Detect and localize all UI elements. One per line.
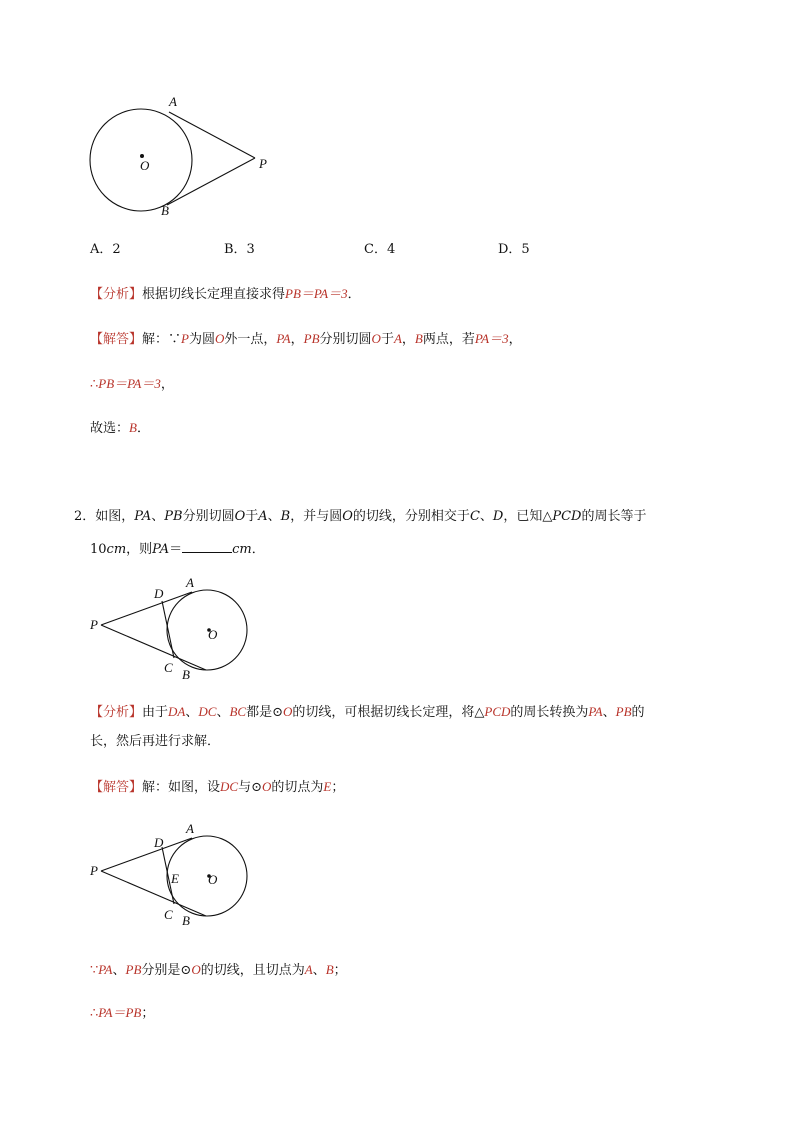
text: 由于: [142, 705, 169, 720]
text: 的周长等于: [581, 509, 647, 524]
label-p: P: [90, 617, 98, 632]
text: 与⊙: [238, 780, 262, 795]
figure-2: [88, 575, 258, 685]
math-pcd: PCD: [484, 704, 511, 719]
q2-number: 2．如图，: [74, 509, 135, 524]
label-a: A: [186, 575, 194, 590]
label-p: P: [90, 863, 98, 878]
text: 分别切圆: [182, 509, 235, 524]
figure-1: [85, 92, 285, 222]
math-dc: DC: [220, 779, 239, 794]
analysis-math: PB＝PA＝3: [285, 286, 348, 301]
math-o: O: [342, 509, 353, 524]
analysis-tag: 【分析】: [90, 287, 143, 302]
text: 于: [380, 332, 394, 347]
therefore-symbol: ∴: [90, 377, 99, 392]
because-symbol: ∵: [90, 963, 99, 978]
analysis-tag: 【分析】: [90, 705, 143, 720]
math-o: O: [215, 331, 225, 346]
math-a: A: [304, 962, 313, 977]
result-math: PB＝PA＝3: [98, 376, 161, 391]
tangent-pa: [169, 112, 255, 158]
choice-letter: B: [129, 420, 137, 435]
math-a: A: [258, 509, 268, 524]
tangent-pb: [101, 625, 206, 670]
text: 、: [216, 705, 230, 720]
math-pa: PA: [98, 962, 113, 977]
option-d: D．5: [498, 242, 530, 257]
text: 外一点，: [224, 332, 277, 347]
tangent-pb: [101, 871, 206, 916]
therefore-symbol: ∴: [90, 1006, 99, 1021]
label-o: O: [208, 627, 218, 642]
option-a: A．2: [90, 242, 121, 257]
text: ．: [251, 542, 265, 557]
q2-question-line2: [90, 540, 265, 559]
text: 的周长转换为: [510, 705, 589, 720]
text: 的切线，且切点为: [200, 963, 305, 978]
text: 、: [267, 509, 281, 524]
figure-3: [88, 820, 258, 930]
q1-answer: [90, 330, 522, 349]
q2-step2: [90, 1004, 154, 1023]
text: ，已知△: [503, 509, 553, 524]
text: 为圆: [188, 332, 215, 347]
math-b: B: [325, 962, 334, 977]
analysis-end: ．: [347, 287, 361, 302]
label-c: C: [164, 660, 173, 675]
text: 10: [90, 542, 107, 557]
q1-analysis: [90, 285, 361, 304]
text: ；: [333, 963, 347, 978]
text: ，: [290, 332, 304, 347]
math-c: C: [469, 509, 480, 524]
math-a: A: [393, 331, 402, 346]
math-pcd: PCD: [552, 509, 582, 524]
label-b: B: [182, 913, 190, 928]
q1-result: [90, 375, 174, 394]
text: 、: [185, 705, 199, 720]
text: 两点，若: [422, 332, 475, 347]
math-b: B: [280, 509, 291, 524]
text: 、: [602, 705, 616, 720]
text: 解：如图，设: [142, 780, 221, 795]
label-a: A: [186, 821, 194, 836]
choose-label: 故选：: [90, 421, 130, 436]
q2-step1: [90, 961, 347, 980]
math-o: O: [371, 331, 381, 346]
text: 分别是⊙: [141, 963, 192, 978]
q2-analysis-line1: [90, 703, 645, 722]
label-d: D: [154, 586, 164, 601]
answer-blank: [182, 540, 232, 553]
label-b: B: [161, 203, 169, 218]
math-pa: PA: [588, 704, 603, 719]
text: ，: [160, 377, 174, 392]
tangent-pb: [167, 158, 255, 205]
math-e: E: [323, 779, 332, 794]
math-pa-3: PA＝3: [474, 331, 509, 346]
option-c: C．4: [364, 242, 396, 257]
text: ；: [331, 780, 345, 795]
math-pb: PB: [615, 704, 632, 719]
text: ．: [136, 421, 150, 436]
math-p: P: [181, 331, 189, 346]
math-pa: PA: [134, 509, 152, 524]
math-da: DA: [168, 704, 186, 719]
q2-analysis-line2: 长，然后再进行求解．: [90, 734, 221, 749]
tangent-pa: [101, 838, 192, 871]
math-bc: BC: [229, 704, 247, 719]
math-o: O: [262, 779, 272, 794]
answer-tag: 【解答】: [90, 780, 143, 795]
label-p: P: [259, 156, 267, 171]
text: 都是⊙: [246, 705, 283, 720]
math-dc: DC: [198, 704, 217, 719]
text: ，: [508, 332, 522, 347]
label-d: D: [154, 835, 164, 850]
math-pa: PA: [276, 331, 291, 346]
math-o: O: [191, 962, 201, 977]
text: ；: [141, 1006, 155, 1021]
text: ，则: [126, 542, 153, 557]
text: 、: [112, 963, 126, 978]
text: 分别切圆: [319, 332, 372, 347]
unit-cm: cm: [106, 542, 127, 557]
text: 的切线，分别相交于: [352, 509, 470, 524]
unit-cm: cm: [232, 542, 252, 557]
option-b: B．3: [224, 242, 255, 257]
math-o: O: [234, 509, 246, 524]
text: 、: [479, 509, 493, 524]
math-pb: PB: [125, 962, 142, 977]
math-b: B: [414, 331, 423, 346]
label-o: O: [140, 158, 150, 173]
label-c: C: [164, 907, 173, 922]
math-pb: PB: [164, 509, 183, 524]
answer-tag: 【解答】: [90, 332, 143, 347]
text: 于: [245, 509, 259, 524]
label-o: O: [208, 872, 218, 887]
text: 的: [631, 705, 645, 720]
text: 、: [312, 963, 326, 978]
text: ，: [401, 332, 415, 347]
label-a: A: [169, 94, 177, 109]
q2-answer: [90, 778, 344, 797]
math-o: O: [283, 704, 293, 719]
text: 的切线，可根据切线长定理，将△: [292, 705, 485, 720]
analysis-text: 根据切线长定理直接求得: [142, 287, 286, 302]
label-e: E: [171, 871, 179, 886]
text: ，并与圆: [290, 509, 343, 524]
q2-question-line1: [74, 508, 646, 526]
math-pb: PB: [303, 331, 320, 346]
text: 的切点为: [271, 780, 324, 795]
math-pa: PA: [152, 542, 170, 557]
text: 、: [151, 509, 165, 524]
step2-math: PA＝PB: [98, 1005, 142, 1020]
label-b: B: [182, 667, 190, 682]
tangent-pa: [101, 592, 192, 625]
math-d: D: [492, 509, 504, 524]
answer-prefix: 解：∵: [142, 332, 182, 347]
text: ＝: [169, 542, 183, 557]
q1-choice: [90, 419, 150, 438]
